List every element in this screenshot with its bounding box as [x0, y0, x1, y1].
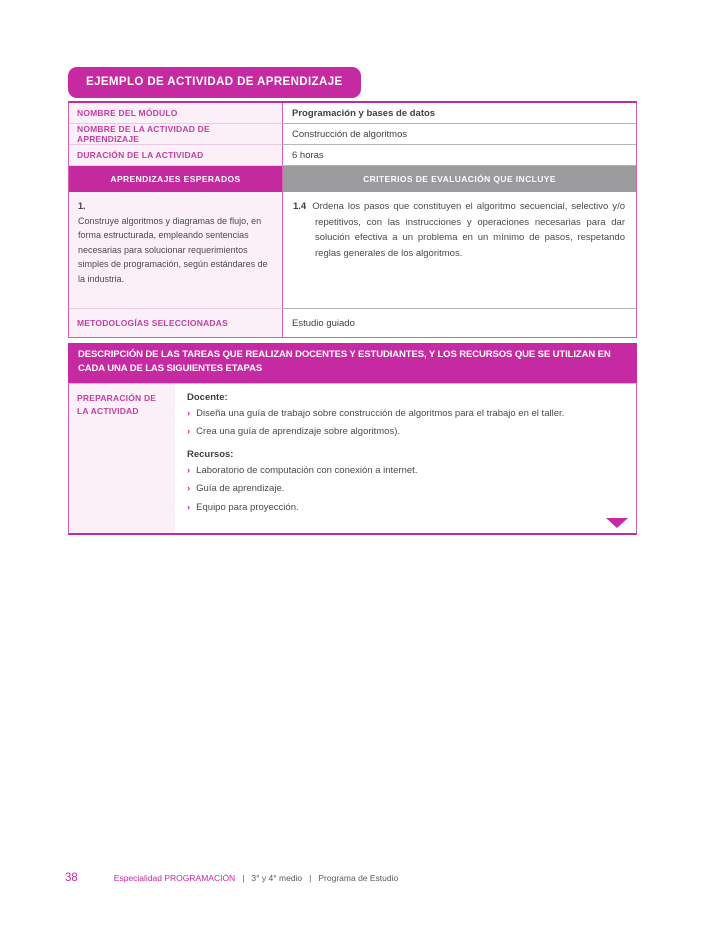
- page-title: EJEMPLO DE ACTIVIDAD DE APRENDIZAJE: [68, 67, 361, 98]
- methodologies-label: METODOLOGÍAS SELECCIONADAS: [69, 309, 283, 337]
- bullet-icon: ›: [187, 465, 191, 476]
- criteria-text: Ordena los pasos que constituyen el algoritmo secuencial, selectivo y/o repetitivos, con las instrucciones y operaciones necesarias para dar solución efectiva a un problema en un mínimo de pasos, respetando reglas generales de los algoritmos.: [312, 201, 625, 260]
- table-row: [69, 124, 636, 145]
- criteria-item: [293, 199, 625, 262]
- list-item-text: Laboratorio de computación con conexión a internet.: [196, 465, 418, 476]
- footer-specialty: Especialidad PROGRAMACIÓN: [113, 873, 236, 883]
- table-row: [69, 103, 636, 124]
- footer-divider: |: [309, 873, 312, 883]
- list-item-text: Guía de aprendizaje.: [196, 483, 285, 495]
- methodologies-value: Estudio guiado: [283, 309, 636, 337]
- footer-program: Programa de Estudio: [318, 873, 399, 883]
- bullet-icon: ›: [187, 501, 191, 513]
- list-item-text: Diseña una guía de trabajo sobre construcción de algoritmos para el trabajo en el taller.: [196, 407, 565, 419]
- duration-value: 6 horas: [283, 145, 636, 166]
- preparation-content: [175, 384, 636, 533]
- duration-label: DURACIÓN DE LA ACTIVIDAD: [69, 145, 283, 166]
- list-item: [187, 501, 622, 515]
- list-item: [187, 482, 622, 496]
- list-item-text: Equipo para proyección.: [196, 501, 299, 513]
- learning-criteria-row: [69, 192, 636, 309]
- list-item-text: Crea una guía de aprendizaje sobre algoritmos).: [196, 425, 401, 437]
- module-name-label: NOMBRE DEL MÓDULO: [69, 103, 283, 124]
- preparation-label: PREPARACIÓN DE LA ACTIVIDAD: [69, 384, 175, 533]
- learning-number: 1.: [78, 201, 86, 211]
- list-item: [187, 425, 622, 439]
- recursos-list: [187, 464, 622, 515]
- evaluation-criteria-cell: [283, 192, 636, 309]
- docente-list: [187, 407, 622, 440]
- bullet-icon: ›: [187, 407, 191, 419]
- module-name-value: Programación y bases de datos: [283, 103, 636, 124]
- list-item: [187, 407, 622, 421]
- expected-learning-cell: [69, 192, 283, 309]
- preparation-table: [68, 383, 637, 535]
- activity-name-label: NOMBRE DE LA ACTIVIDAD DE APRENDIZAJE: [69, 124, 283, 145]
- evaluation-criteria-header: CRITERIOS DE EVALUACIÓN QUE INCLUYE: [283, 166, 636, 192]
- expected-learnings-header: APRENDIZAJES ESPERADOS: [69, 166, 283, 192]
- footer-divider: |: [242, 873, 245, 883]
- tasks-description-banner: DESCRIPCIÓN DE LAS TAREAS QUE REALIZAN DOCENTES Y ESTUDIANTES, Y LOS RECURSOS QUE SE UTILIZAN EN CADA UNA DE LAS SIGUIENTES ETAPAS: [68, 343, 637, 383]
- activity-example-block: [68, 67, 637, 535]
- page-footer: [65, 872, 398, 884]
- recursos-heading: Recursos:: [187, 449, 234, 460]
- page-continues-triangle-icon: [606, 518, 628, 528]
- table-row: [69, 309, 636, 337]
- table-row: [69, 145, 636, 166]
- list-item: [187, 464, 622, 478]
- table-header-row: [69, 166, 636, 192]
- bullet-icon: ›: [187, 483, 191, 495]
- criteria-number: 1.4: [293, 201, 307, 212]
- activity-name-value: Construcción de algoritmos: [283, 124, 636, 145]
- footer-grade: 3° y 4° medio: [251, 873, 303, 883]
- docente-heading: Docente:: [187, 391, 228, 403]
- activity-info-table: [68, 101, 637, 338]
- bullet-icon: ›: [187, 425, 191, 437]
- learning-text: Construye algoritmos y diagramas de flujo, en forma estructurada, empleando sentencias necesarias para solucionar requerimientos simples de programación, según estándares de la industria.: [78, 215, 268, 284]
- page-number: 38: [65, 872, 78, 884]
